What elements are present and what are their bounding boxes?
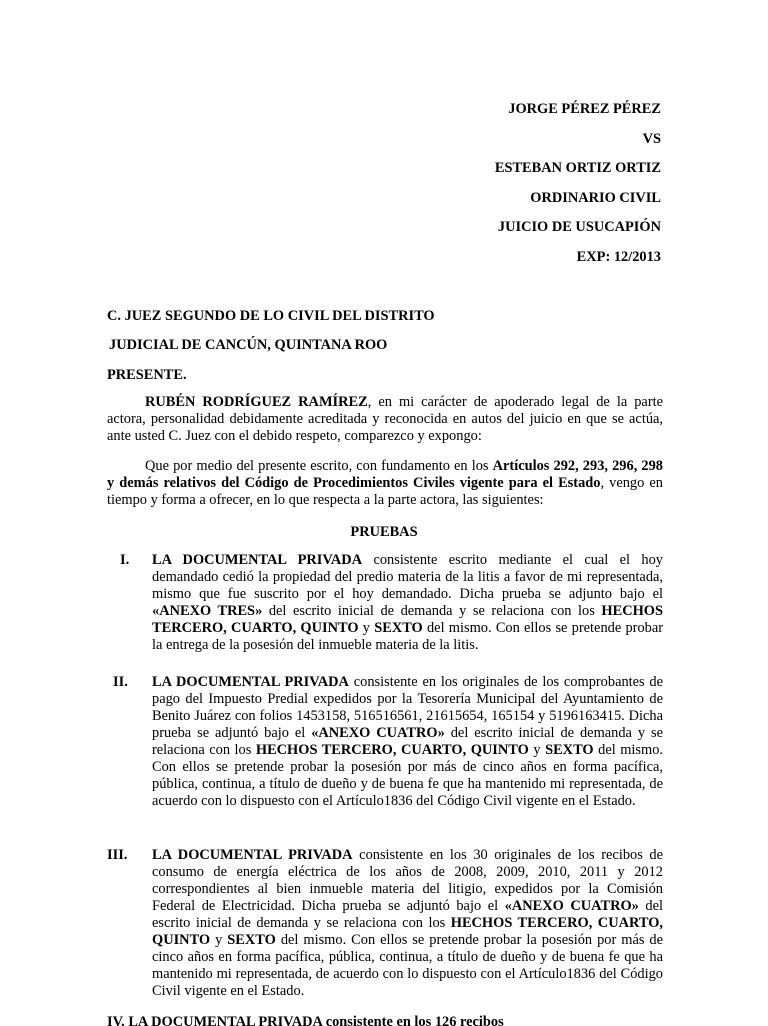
addressee-line-2: JUDICIAL DE CANCÚN, QUINTANA ROO [109, 337, 388, 353]
legal-basis-paragraph: Que por medio del presente escrito, con fundamento en los Artículos 292, 293, 296, 298 y demás relativos del Código de Procedimientos Civiles vigente para el Estado, vengo en tiempo y forma a ofrecer, en lo que respecta a la parte actora, las siguientes: [107, 458, 663, 508]
header-plaintiff: JORGE PÉREZ PÉREZ [508, 101, 661, 117]
section-title: PRUEBAS [350, 524, 418, 540]
item-text: LA DOCUMENTAL PRIVADA consistente en los originales de los comprobantes de pago del Impuesto Predial expedidos por la Tesorería Municipal del Ayuntamiento de Benito Juárez con folios 1453158, 516516561, 21615654, 165154 y 5196163415. Dicha prueba se adjuntó bajo el «ANEXO CUATRO» del escrito inicial de demanda y se relaciona con los HECHOS TERCERO, CUARTO, QUINTO y SEXTO del mismo. Con ellos se pretende probar la posesión por más de cinco años en forma pacífica, pública, continua, a título de dueño y de buena fe que ha mantenido mi representada, de acuerdo con lo dispuesto con el Artículo1836 del Código Civil vigente en el Estado. [152, 674, 664, 809]
header-vs: VS [642, 131, 661, 147]
header-file-number: EXP: 12/2013 [576, 249, 661, 265]
item-text: LA DOCUMENTAL PRIVADA consistente escrito mediante el cual el hoy demandado cedió la propiedad del predio materia de la litis a favor de mi representada, mismo que fue suscrito por el hoy demandado. Dicha prueba se adjunto bajo el «ANEXO TRES» del escrito inicial de demanda y se relaciona con los HECHOS TERCERO, CUARTO, QUINTO y SEXTO del mismo. Con ellos se pretende probar la entrega de la posesión del inmueble materia de la litis. [152, 552, 664, 653]
header-defendant: ESTEBAN ORTIZ ORTIZ [494, 160, 661, 176]
item-text: LA DOCUMENTAL PRIVADA consistente en los 30 originales de los recibos de consumo de energía eléctrica de los años de 2008, 2009, 2010, 2011 y 2012 correspondientes al bien inmueble materia del litigio, expedidos por la Comisión Federal de Electricidad. Dicha prueba se adjuntó bajo el «ANEXO CUATRO» del escrito inicial de demanda y se relaciona con los HECHOS TERCERO, CUARTO, QUINTO y SEXTO del mismo. Con ellos se pretende probar la posesión por más de cinco años en forma pacífica, pública, continua, a título de dueño y de buena fe que ha mantenido mi representada, de acuerdo con lo dispuesto con el Artículo1836 del Código Civil vigente en el Estado. [152, 847, 664, 999]
cutoff-next-item: IV. LA DOCUMENTAL PRIVADA consistente en los 126 recibos [107, 1014, 504, 1026]
articles-reference: Artículos 292, 293, 296, 298 y demás relativos del Código de Procedimientos Civiles vigente para el Estado [107, 458, 663, 491]
item-number: I. [120, 552, 130, 568]
addressee-line-1: C. JUEZ SEGUNDO DE LO CIVIL DEL DISTRITO [107, 308, 435, 324]
attorney-name: RUBÉN RODRÍGUEZ RAMÍREZ [145, 394, 368, 410]
item-number: II. [113, 674, 128, 690]
header-trial-type: JUICIO DE USUCAPIÓN [497, 219, 661, 235]
header-proceeding: ORDINARIO CIVIL [530, 190, 661, 206]
item-number: III. [107, 847, 128, 863]
intro-paragraph: RUBÉN RODRÍGUEZ RAMÍREZ, en mi carácter de apoderado legal de la parte actora, personalidad debidamente acreditada y reconocida en autos del juicio en que se actúa, ante usted C. Juez con el debido respeto, comparezco y expongo: [107, 394, 663, 444]
addressee-line-3: PRESENTE. [107, 367, 187, 383]
